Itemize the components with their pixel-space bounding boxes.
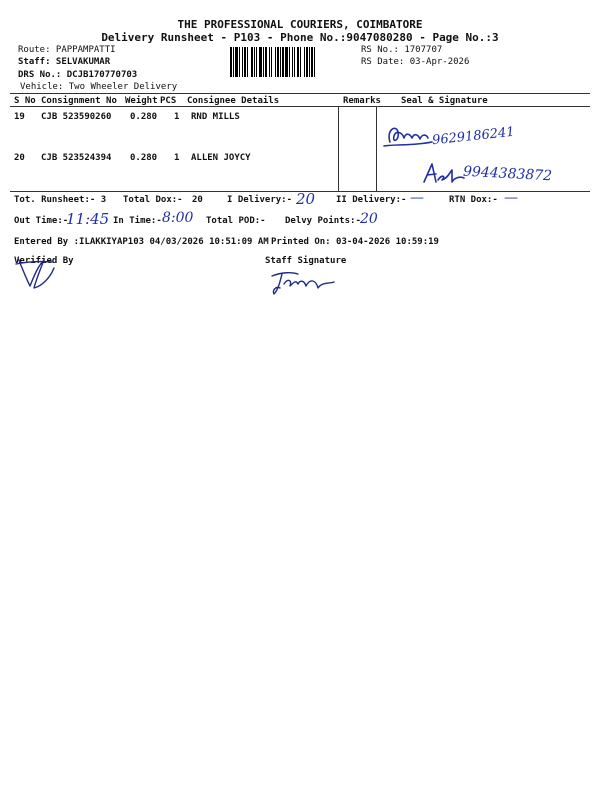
vehicle-label: Vehicle: Two Wheeler Delivery	[20, 82, 178, 92]
out-time-label: Out Time:-	[14, 216, 69, 226]
col-remarks: Remarks	[343, 96, 381, 106]
route-label: Route: PAPPAMPATTI	[18, 45, 116, 55]
in-time-label: In Time:-	[113, 216, 162, 226]
col-consignment: Consignment No	[41, 96, 117, 106]
row-consignment: CJB 523590260	[41, 112, 112, 122]
row-weight: 0.280	[130, 153, 158, 163]
row-weight: 0.280	[130, 112, 158, 122]
barcode-stripe	[315, 47, 317, 77]
total-dox-value: 20	[192, 195, 203, 205]
staff-signature	[268, 268, 340, 298]
row-pcs: 1	[174, 153, 180, 163]
ii-delivery-label: II Delivery:-	[336, 195, 407, 205]
table-top-rule	[10, 93, 590, 94]
staff-signature-label: Staff Signature	[265, 256, 347, 266]
ii-delivery-value: —	[410, 190, 424, 206]
col-sno: S No	[14, 96, 36, 106]
row-sno: 20	[14, 153, 25, 163]
verified-by-signature	[14, 256, 64, 292]
col-seal-signature: Seal & Signature	[401, 96, 488, 106]
receiver-phone-20: 9944383872	[462, 163, 553, 185]
remarks-divider-right	[376, 106, 377, 191]
rtn-dox-value: —	[504, 190, 518, 206]
total-pod-label: Total POD:-	[206, 216, 266, 226]
printed-on: Printed On: 03-04-2026 10:59:19	[271, 237, 439, 247]
i-delivery-label: I Delivery:-	[227, 195, 293, 205]
rs-number: RS No.: 1707707	[361, 45, 443, 55]
company-title: THE PROFESSIONAL COURIERS, COIMBATORE	[177, 18, 423, 31]
col-weight: Weight	[125, 96, 158, 106]
receiver-signature-20	[420, 160, 468, 190]
row-sno: 19	[14, 112, 25, 122]
remarks-divider-left	[338, 106, 339, 191]
entered-by: Entered By :ILAKKIYAP103 04/03/2026 10:51:09 AM	[14, 237, 269, 247]
rtn-dox-label: RTN Dox:-	[449, 195, 498, 205]
receiver-signature-19	[382, 120, 437, 150]
row-consignee: RND MILLS	[191, 112, 240, 122]
col-pcs: PCS	[160, 96, 177, 106]
col-consignee: Consignee Details	[187, 96, 280, 106]
row-pcs: 1	[174, 112, 180, 122]
delvy-points-value: 20	[360, 211, 378, 227]
tot-runsheet: Tot. Runsheet:- 3	[14, 195, 107, 205]
drs-number: DRS No.: DCJB170770703	[18, 70, 138, 80]
table-header-rule	[10, 106, 590, 107]
i-delivery-value: 20	[296, 190, 316, 208]
delvy-points-label: Delvy Points:-	[285, 216, 361, 226]
row-consignee: ALLEN JOYCY	[191, 153, 251, 163]
barcode	[230, 47, 358, 77]
in-time-value: 8:00	[162, 210, 194, 226]
row-consignment: CJB 523524394	[41, 153, 112, 163]
out-time-value: 11:45	[66, 210, 110, 228]
receiver-phone-19: 9629186241	[431, 124, 516, 149]
rs-date: RS Date: 03-Apr-2026	[361, 57, 470, 67]
verified-by-label: Verified By	[14, 256, 74, 266]
staff-label: Staff: SELVAKUMAR	[18, 57, 111, 67]
runsheet-subtitle: Delivery Runsheet - P103 - Phone No.:9047080280 - Page No.:3	[101, 31, 499, 44]
total-dox-label: Total Dox:-	[123, 195, 183, 205]
